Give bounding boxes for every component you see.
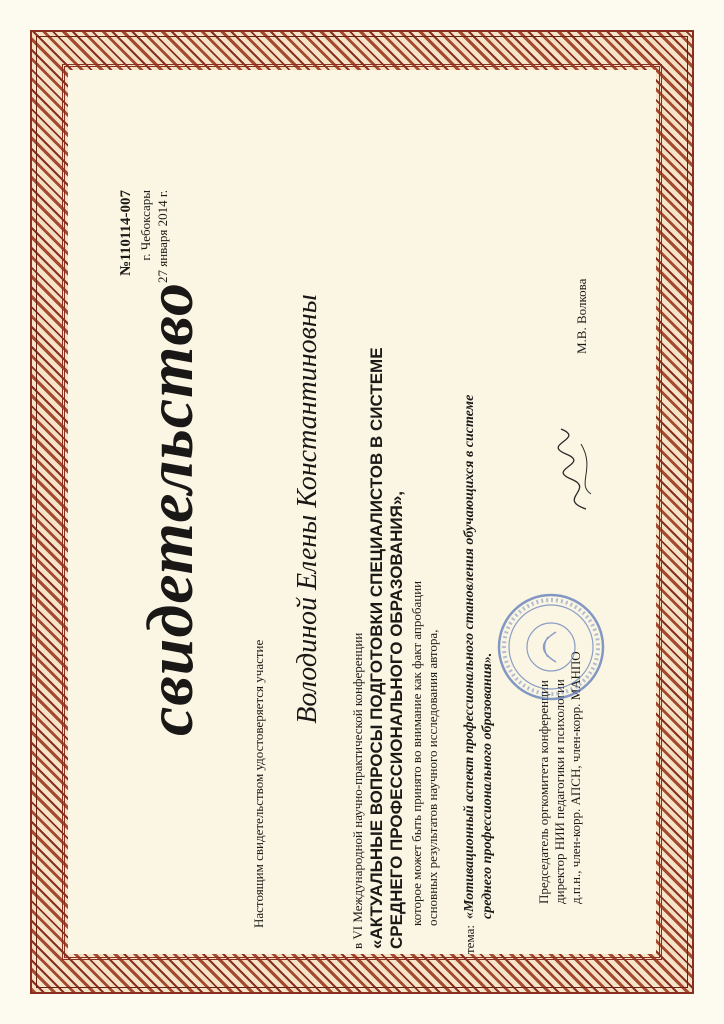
- certificate-content: [68, 70, 656, 954]
- topic-label: тема:: [462, 925, 477, 954]
- chair-line3: д.п.н., член-корр. АПСН, член-корр. МАНПО: [568, 651, 583, 904]
- intro-text: Настоящим свидетельством удостоверяется участие: [251, 639, 266, 928]
- certificate-title: свидетельство: [134, 281, 207, 737]
- chair-line2: директор НИИ педагогики и психологии: [552, 679, 567, 904]
- conference-name-line2: СРЕДНЕГО ПРОФЕССИОНАЛЬНОГО ОБРАЗОВАНИЯ»,: [387, 490, 406, 949]
- topic-line2: среднего профессионального образования».: [480, 652, 495, 919]
- acceptance-line2: основных результатов научного исследования автора,: [425, 629, 440, 926]
- chair-name: М.В. Волкова: [574, 278, 589, 354]
- conference-name-line1: «АКТУАЛЬНЫЕ ВОПРОСЫ ПОДГОТОВКИ СПЕЦИАЛИСТОВ В СИСТЕМЕ: [367, 347, 386, 949]
- certificate-number: №110114-007: [118, 190, 134, 276]
- certificate-date: 27 января 2014 г.: [155, 190, 170, 284]
- round-seal-icon: [496, 592, 606, 702]
- topic-line1: «Мотивационный аспект профессионального становления обучающихся в системе: [462, 394, 477, 919]
- chair-line1: Председатель оргкомитета конференции: [536, 680, 551, 904]
- rotated-text-area: [68, 70, 656, 954]
- signature-icon: [546, 424, 606, 514]
- certificate-city: г. Чебоксары: [138, 190, 153, 261]
- recipient-name: Володиной Елены Константиновны: [292, 294, 323, 724]
- acceptance-line1: которое может быть принято во внимание как факт апробации: [409, 580, 424, 926]
- conference-intro: в VI Международной научно-практической конференции: [350, 632, 365, 949]
